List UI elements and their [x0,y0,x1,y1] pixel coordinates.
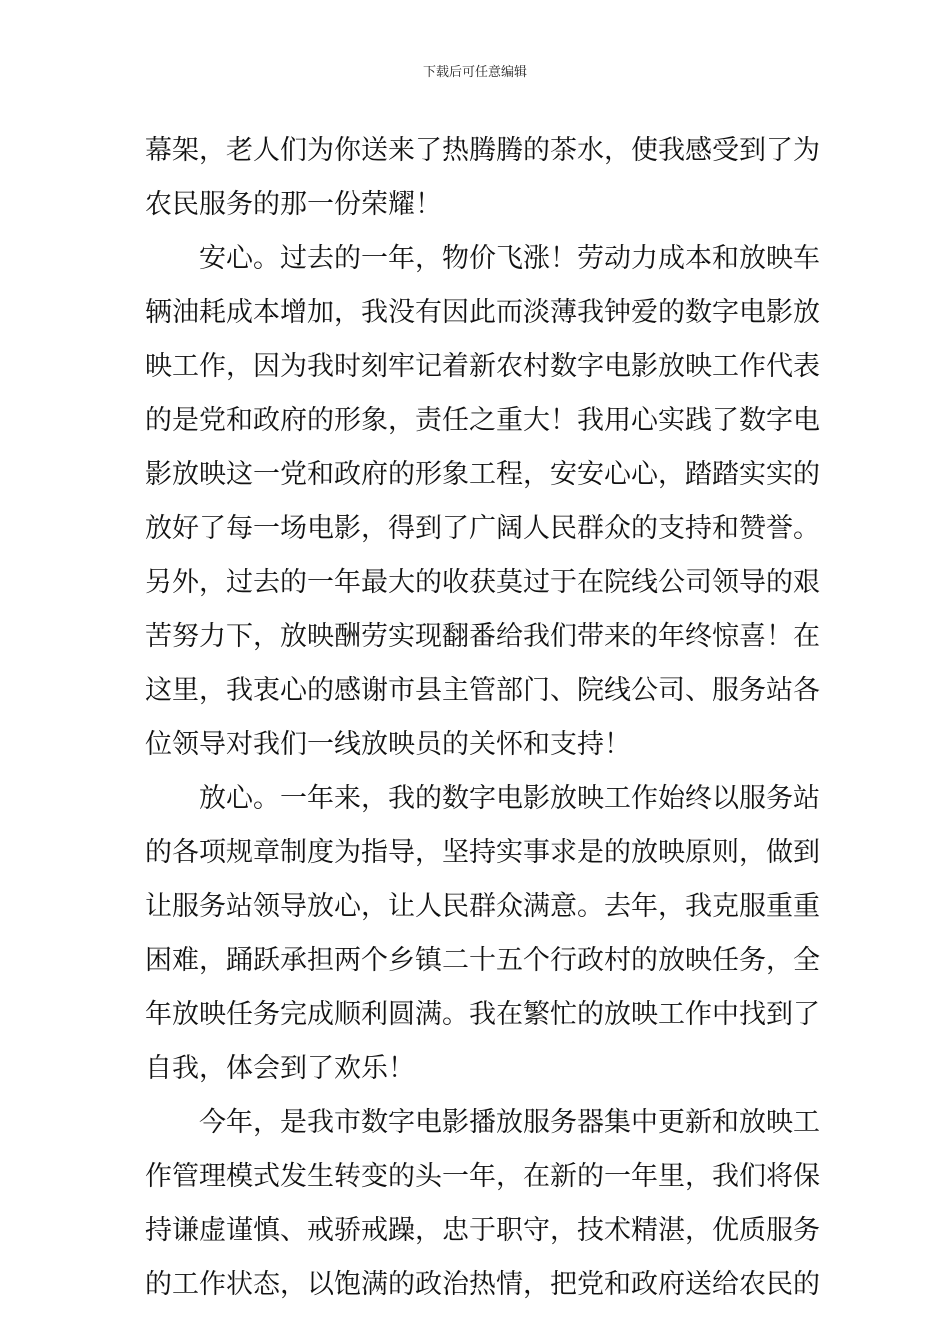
text-line: 位领导对我们一线放映员的关怀和支持！ [145,729,631,760]
text-line: 放好了每一场电影，得到了广阔人民群众的支持和赞誉。 [145,513,820,544]
text-line-first: 安心。过去的一年，物价飞涨！劳动力成本和放映车 [199,243,820,274]
text-line: 年放映任务完成顺利圆满。我在繁忙的放映工作中找到了 [145,999,820,1030]
text-line: 农民服务的那一份荣耀！ [145,189,442,220]
paragraph-2 [145,232,820,772]
text-line-first: 今年，是我市数字电影播放服务器集中更新和放映工 [199,1107,820,1138]
text-line: 辆油耗成本增加，我没有因此而淡薄我钟爱的数字电影放 [145,297,820,328]
text-line: 这里，我衷心的感谢市县主管部门、院线公司、服务站各 [145,675,820,706]
text-line: 另外，过去的一年最大的收获莫过于在院线公司领导的艰 [145,567,820,598]
paragraph-1 [145,124,820,232]
text-line: 的工作状态，以饱满的政治热情，把党和政府送给农民的 [145,1269,820,1300]
paragraph-3 [145,772,820,1096]
text-line-first: 放心。一年来，我的数字电影放映工作始终以服务站 [199,783,820,814]
text-line: 影放映这一党和政府的形象工程，安安心心，踏踏实实的 [145,459,820,490]
text-line: 苦努力下，放映酬劳实现翻番给我们带来的年终惊喜！在 [145,621,820,652]
page-header-note: 下载后可任意编辑 [422,65,527,80]
text-line: 的各项规章制度为指导，坚持实事求是的放映原则，做到 [145,837,820,868]
document-body [145,124,820,1312]
text-line: 作管理模式发生转变的头一年，在新的一年里，我们将保 [145,1161,820,1192]
text-line: 的是党和政府的形象，责任之重大！我用心实践了数字电 [145,405,820,436]
text-line: 幕架，老人们为你送来了热腾腾的茶水，使我感受到了为 [145,135,820,166]
text-line: 映工作，因为我时刻牢记着新农村数字电影放映工作代表 [145,351,820,382]
text-line: 持谦虚谨慎、戒骄戒躁，忠于职守，技术精湛，优质服务 [145,1215,820,1246]
paragraph-4 [145,1096,820,1312]
text-line: 自我，体会到了欢乐！ [145,1053,415,1084]
text-line: 困难，踊跃承担两个乡镇二十五个行政村的放映任务，全 [145,945,820,976]
text-line: 让服务站领导放心，让人民群众满意。去年，我克服重重 [145,891,820,922]
